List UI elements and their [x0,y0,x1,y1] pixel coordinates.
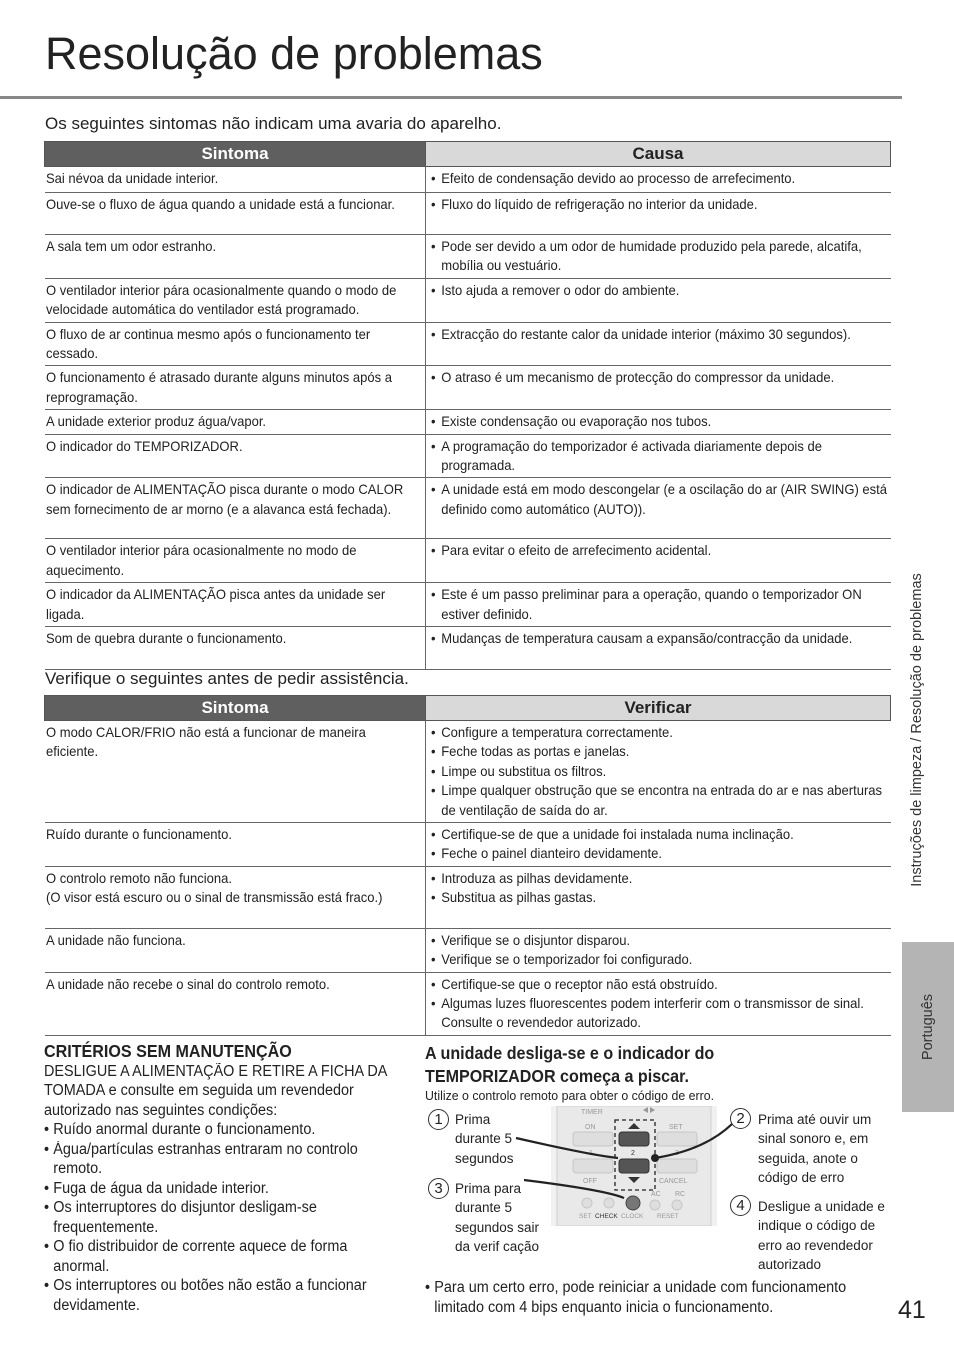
cause-cell [426,410,891,434]
cause-cell [426,366,891,410]
symptom-cell [45,322,426,366]
symptom-row [45,410,891,434]
symptom-text: O ventilador interior pára ocasionalmente no modo de aquecimento. [45,542,357,578]
check-cell [426,972,891,1035]
criteria-item: • Ruído anormal durante o funcionamento. [44,1120,388,1140]
check-item: • Limpe ou substitua os filtros. [431,762,890,781]
restart-note-text: • Para um certo erro, pode reiniciar a unidade com funcionamento limitado com 4 bips enquanto inicia o funcionamento. [425,1278,862,1318]
symptom-text: O indicador do TEMPORIZADOR. [45,437,243,454]
symptom-row [45,322,891,366]
symptom-row [45,235,891,279]
cause-item: • A programação do temporizador é activada diariamente depois de programada. [431,437,890,476]
symptom-cell [45,278,426,322]
timer-subtitle: Utilize o controlo remoto para obter o código de erro. [425,1088,715,1103]
step-3-text: Prima para durante 5 segundos sair da verif cação [455,1181,540,1254]
check-item: • Feche todas as portas e janelas. [431,742,890,761]
check-item: • Feche o painel dianteiro devidamente. [431,844,890,863]
step-2-number: 2 [730,1108,751,1129]
cause-cell [426,193,891,235]
symptom-text: Ruído durante o funcionamento. [45,826,232,843]
remote-label-set: SET [669,1124,683,1131]
symptom-text: O ventilador interior pára ocasionalmente quando o modo de velocidade automática do ventilador está programado. [45,281,396,318]
table1-intro: Os seguintes sintomas não indicam uma avaria do aparelho. [45,114,502,133]
remote-label-off: OFF [583,1178,597,1185]
step-1-number: 1 [428,1109,449,1130]
cause-item: • Existe condensação ou evaporação nos tubos. [431,412,890,431]
remote-label-set2: SET [579,1213,592,1220]
language-tab [902,942,954,1112]
cause-cell [426,539,891,583]
remote-label-1: 1 [589,1150,593,1157]
symptom-cell [45,539,426,583]
cause-header: Causa [426,142,891,167]
check-item: • Substitua as pilhas gastas. [431,888,890,907]
criteria-item: • Fuga de água da unidade interior. [44,1179,388,1199]
symptoms-table [44,141,891,670]
symptom-text: O funcionamento é atrasado durante alguns minutos após a reprogramação. [45,369,392,405]
symptom-cell [45,478,426,539]
remote-label-ac: AC [651,1191,661,1198]
symptom-text: Som de quebra durante o funcionamento. [45,630,286,647]
restart-note [425,1278,895,1318]
check-item: • Verifique se o temporizador foi configurado. [431,950,890,969]
cause-item: • Pode ser devido a um odor de humidade produzido pela parede, alcatifa, mobília ou vestuário. [431,237,890,276]
timer-heading-line2: TEMPORIZADOR começa a piscar. [425,1066,689,1086]
symptom-row [45,278,891,322]
symptom-cell [45,410,426,434]
symptom-row [45,366,891,410]
symptom-row [45,167,891,193]
check-item: • Introduza as pilhas devidamente. [431,869,890,888]
criteria-item: • Os interruptores ou botões não estão a funcionar devidamente. [44,1276,388,1315]
remote-label-2: 2 [631,1150,635,1157]
symptom-cell [45,866,426,928]
cause-cell [426,167,891,193]
symptom-cell [45,583,426,627]
symptom-text: O controlo remoto não funciona. (O visor está escuro ou o sinal de transmissão está fraco.) [45,869,383,906]
cause-cell [426,278,891,322]
criteria-item: • Os interruptores do disjuntor desligam-se frequentemente. [44,1198,388,1237]
symptom-cell [45,721,426,823]
cause-item: • O atraso é um mecanismo de protecção do compressor da unidade. [431,368,890,387]
page-number: 41 [898,1296,926,1324]
symptom-cell [45,235,426,279]
step-4-text: Desligue a unidade e indique o código de erro ao revendedor autorizado [758,1199,885,1272]
check-row [45,721,891,823]
cause-item: • Fluxo do líquido de refrigeração no interior da unidade. [431,195,890,214]
leader-lines [500,1100,760,1240]
cause-item: • Extracção do restante calor da unidade interior (máximo 30 segundos). [431,325,890,344]
step-3-number: 3 [428,1178,449,1199]
title-divider [0,96,902,99]
check-cell [426,823,891,867]
criteria-item: • O fio distribuidor de corrente aquece de forma anormal. [44,1237,388,1276]
symptom-text: O fluxo de ar continua mesmo após o funcionamento ter cessado. [45,325,370,362]
section-side-label [902,530,932,930]
check-item: • Limpe qualquer obstrução que se encontra na entrada do ar e nas aberturas de ventilação de saída do ar. [431,781,890,820]
page-title: Resolução de problemas [45,28,543,79]
symptom-cell [45,434,426,478]
check-table [44,695,891,1036]
symptom-row [45,583,891,627]
step-2-text: Prima até ouvir um sinal sonoro e, em seguida, anote o código de erro [758,1112,872,1185]
table2-intro: Verifique o seguintes antes de pedir assistência. [45,669,409,688]
symptom-cell [45,972,426,1035]
remote-label-on: ON [585,1124,596,1131]
remote-label-clock: CLOCK [621,1213,644,1220]
remote-label-cancel: CANCEL [659,1178,688,1185]
symptom-header: Sintoma [45,142,426,167]
symptom-text: Sai névoa da unidade interior. [45,170,218,186]
symptom-text: A unidade exterior produz água/vapor. [45,413,266,430]
check-row [45,866,891,928]
check-cell [426,866,891,928]
symptom-row [45,434,891,478]
remote-label-rc: RC [675,1191,686,1198]
cause-cell [426,434,891,478]
criteria-section [44,1042,414,1315]
check-row [45,972,891,1035]
step-4-number: 4 [730,1195,751,1216]
timer-heading-line1: A unidade desliga-se e o indicador do [425,1043,715,1063]
symptom-text: O modo CALOR/FRIO não está a funcionar de maneira eficiente. [45,724,366,760]
side-label-text: Instruções de limpeza / Resolução de problemas [909,573,925,887]
symptom-text: A unidade não funciona. [45,931,186,948]
symptom-text: O indicador de ALIMENTAÇÃO pisca durante o modo CALOR sem fornecimento de ar morno (e a alavanca está fechada). [45,481,403,517]
symptom-cell [45,366,426,410]
cause-item: • Isto ajuda a remover o odor do ambiente. [431,281,890,300]
cause-cell [426,478,891,539]
symptom-text: A sala tem um odor estranho. [45,238,216,254]
symptom-row [45,478,891,539]
symptom-cell [45,193,426,235]
check-item: • Certifique-se que o receptor não está obstruído. [431,975,890,994]
cause-cell [426,322,891,366]
symptom-text: A unidade não recebe o sinal do controlo remoto. [45,975,330,992]
check-item: • Configure a temperatura correctamente. [431,723,890,742]
symptom-cell [45,928,426,972]
check-header: Verificar [426,696,891,721]
remote-label-reset: RESET [657,1213,679,1220]
remote-label-3: 3 [675,1150,679,1157]
check-cell [426,721,891,823]
language-tab-text: Português [920,993,936,1061]
criteria-item: • Água/partículas estranhas entraram no controlo remoto. [44,1140,388,1179]
step-1-text: Prima durante 5 segundos [455,1112,514,1166]
timer-section [425,1042,895,1103]
symptom-text: O indicador da ALIMENTAÇÃO pisca antes da unidade ser ligada. [45,586,385,622]
symptom-cell [45,627,426,670]
check-item: • Verifique se o disjuntor disparou. [431,931,890,950]
cause-item: • Efeito de condensação devido ao processo de arrefecimento. [431,169,890,188]
criteria-intro: DESLIGUE A ALIMENTAÇÃO E RETIRE A FICHA DA TOMADA e consulte em seguida um revendedor autorizado nas seguintes condições: [44,1062,387,1119]
cause-item: • A unidade está em modo descongelar (e a oscilação do ar (AIR SWING) está definido como automático (AUTO)). [431,480,890,519]
timer-heading [425,1042,857,1088]
symptom-row [45,193,891,235]
cause-cell [426,583,891,627]
cause-item: • Para evitar o efeito de arrefecimento acidental. [431,541,890,560]
remote-label-timer: TIMER [581,1109,603,1116]
symptom-row [45,627,891,670]
check-row [45,823,891,867]
symptom-cell [45,823,426,867]
cause-cell [426,235,891,279]
check-item: • Algumas luzes fluorescentes podem interferir com o transmissor de sinal. Consulte o revendedor autorizado. [431,994,890,1033]
cause-cell [426,627,891,670]
cause-item: • Este é um passo preliminar para a operação, quando o temporizador ON estiver definido. [431,585,890,624]
symptom-row [45,539,891,583]
symptom-text: Ouve-se o fluxo de água quando a unidade está a funcionar. [45,196,395,212]
check-item: • Certifique-se de que a unidade foi instalada numa inclinação. [431,825,890,844]
remote-label-check: CHECK [595,1213,618,1220]
criteria-heading: CRITÉRIOS SEM MANUTENÇÃO [44,1041,292,1061]
check-cell [426,928,891,972]
check-row [45,928,891,972]
symptom-header: Sintoma [45,696,426,721]
cause-item: • Mudanças de temperatura causam a expansão/contracção da unidade. [431,629,890,648]
symptom-cell [45,167,426,193]
